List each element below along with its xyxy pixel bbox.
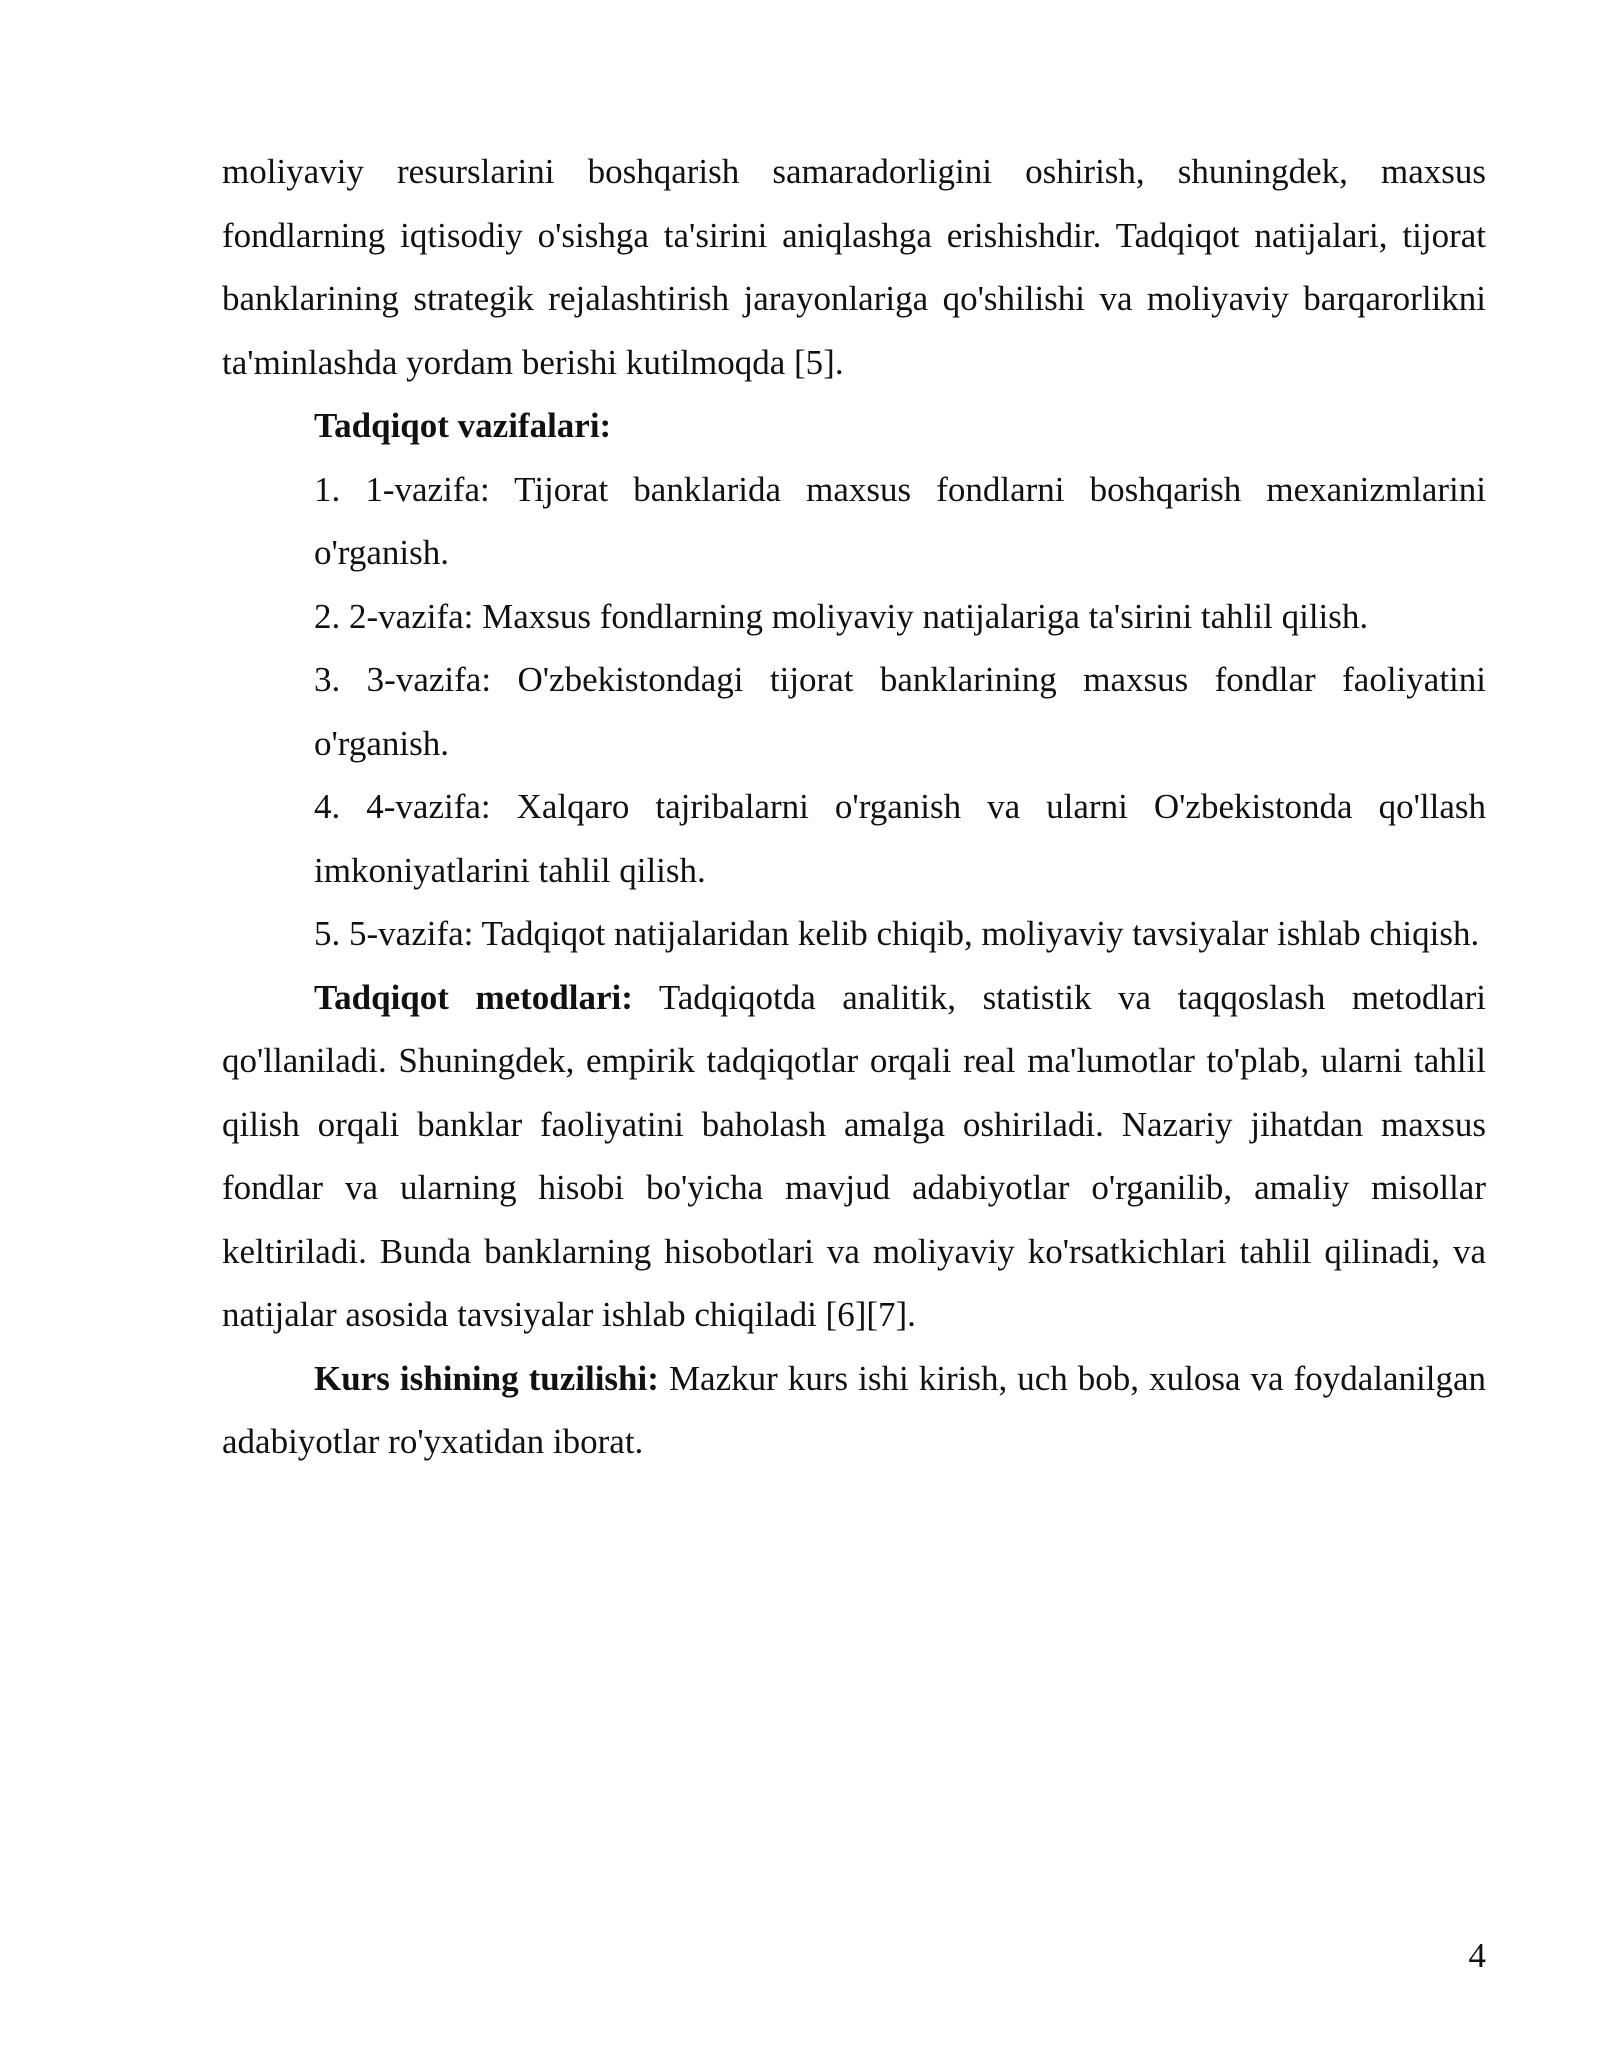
document-body: [222, 140, 1486, 1474]
task-item-1: 1. 1-vazifa: Tijorat banklarida maxsus fondlarni boshqarish mexanizmlarini o'rganish.: [314, 469, 1486, 572]
methods-paragraph: [222, 966, 1486, 1347]
task-item-2: 2. 2-vazifa: Maxsus fondlarning moliyaviy natijalariga ta'sirini tahlil qilish.: [314, 596, 1369, 636]
structure-lead: Kurs ishining tuzilishi:: [314, 1358, 659, 1398]
task-item-5: 5. 5-vazifa: Tadqiqot natijalaridan kelib chiqib, moliyaviy tavsiyalar ishlab chiqish.: [314, 914, 1480, 953]
methods-lead: Tadqiqot metodlari:: [314, 977, 633, 1017]
page-number: 4: [1468, 1936, 1486, 1975]
intro-paragraph: moliyaviy resurslarini boshqarish samaradorligini oshirish, shuningdek, maxsus fondlarning iqtisodiy o'sishga ta'sirini aniqlashga erishishdir. Tadqiqot natijalari, tijorat banklarining strategik rejalashtirish jarayonlariga qo'shilishi va moliyaviy barqarorlikni ta'minlashda yordam berishi kutilmoqda [5].: [222, 152, 1486, 382]
structure-text: Mazkur kurs ishi kirish, uch bob, xulosa va foydalanilgan adabiyotlar ro'yxatidan iborat.: [222, 1358, 1487, 1461]
task-item-3: 3. 3-vazifa: O'zbekistondagi tijorat banklarining maxsus fondlar faoliyatini o'rganish.: [314, 660, 1486, 763]
task-item-4: 4. 4-vazifa: Xalqaro tajribalarni o'rganish va ularni O'zbekistonda qo'llash imkoniyatlarini tahlil qilish.: [314, 787, 1486, 890]
methods-text: Tadqiqotda analitik, statistik va taqqoslash metodlari qo'llaniladi. Shuningdek, empirik tadqiqotlar orqali real ma'lumotlar to'plab, ularni tahlil qilish orqali banklar faoliyatini baholash amalga oshiriladi. Nazariy jihatdan maxsus fondlar va ularning hisobi bo'yicha mavjud adabiyotlar o'rganilib, amaliy misollar keltiriladi. Bunda banklarning hisobotlari va moliyaviy ko'rsatkichlari tahlil qilinadi, va natijalar asosida tavsiyalar ishlab chiqiladi [6][7].: [222, 977, 1486, 1334]
structure-paragraph: [222, 1347, 1486, 1474]
tasks-heading: Tadqiqot vazifalari:: [314, 406, 612, 445]
